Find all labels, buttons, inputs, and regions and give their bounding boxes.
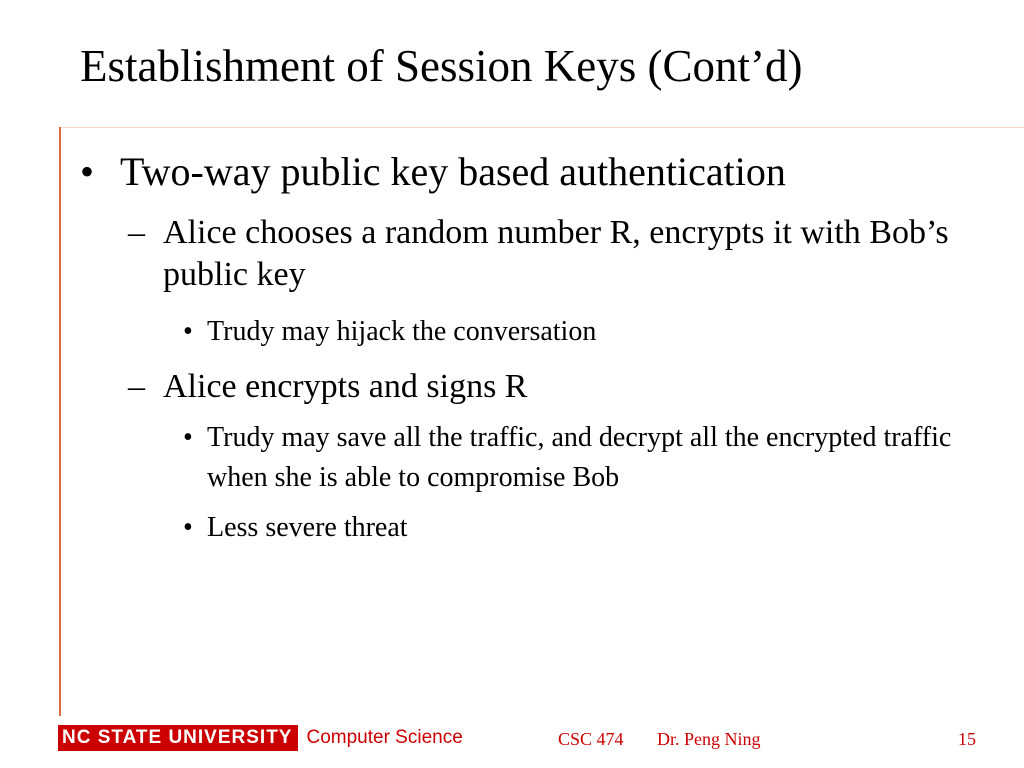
dash-icon: – xyxy=(128,214,145,251)
bullet-icon: • xyxy=(183,512,193,543)
bullet-level3 xyxy=(183,418,983,498)
instructor-name: Dr. Peng Ning xyxy=(657,729,761,749)
bullet-level2 xyxy=(128,212,1008,296)
top-divider xyxy=(59,127,1024,128)
bullet-level3 xyxy=(183,312,983,352)
slide-title: Establishment of Session Keys (Cont’d) xyxy=(80,41,803,91)
bullet-text: Trudy may hijack the conversation xyxy=(207,316,597,347)
department-name: Computer Science xyxy=(306,727,463,748)
bullet-text: Two-way public key based authentication xyxy=(120,149,786,194)
bullet-level2 xyxy=(128,366,1008,408)
left-divider xyxy=(59,127,61,716)
bullet-icon: • xyxy=(80,149,95,194)
bullet-text: Alice encrypts and signs R xyxy=(163,368,528,405)
bullet-icon: • xyxy=(183,422,193,453)
bullet-text: Alice chooses a random number R, encrypts it with Bob’s public key xyxy=(163,214,949,293)
bullet-text: Less severe threat xyxy=(207,512,408,543)
university-name: NC STATE UNIVERSITY xyxy=(58,725,298,751)
dash-icon: – xyxy=(128,368,145,405)
bullet-icon: • xyxy=(183,316,193,347)
bullet-text: Trudy may save all the traffic, and decrypt all the encrypted traffic when she is able to compromise Bob xyxy=(207,422,952,493)
page-number: 15 xyxy=(958,729,976,749)
bullet-level3 xyxy=(183,508,983,548)
university-logo xyxy=(58,725,463,751)
course-code: CSC 474 xyxy=(558,729,624,749)
